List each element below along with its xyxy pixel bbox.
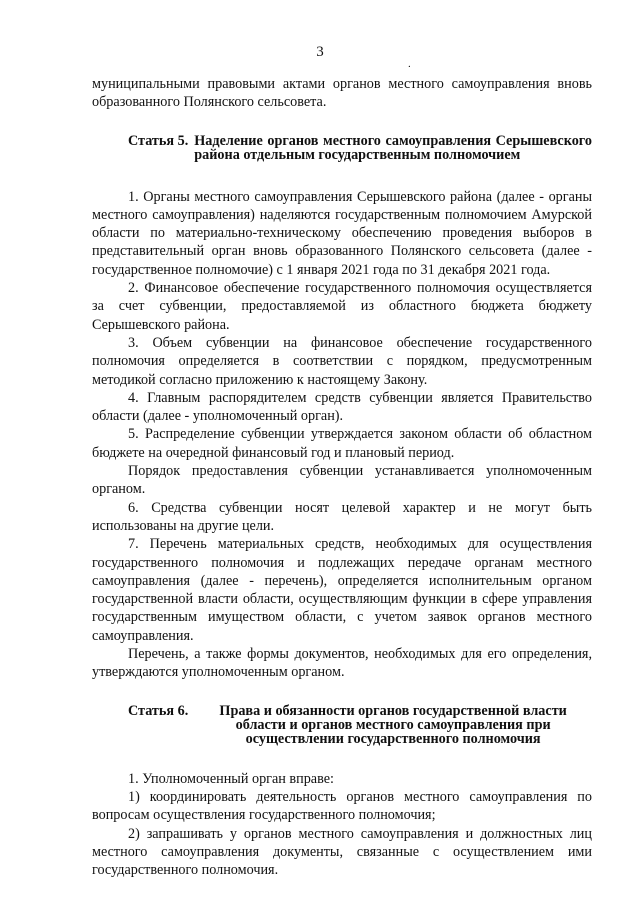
- article-5-paragraph-8: 7. Перечень материальных средств, необходимых для осуществления государственного полномочия и подлежащих передаче органам местного самоуправления (далее - перечень), определяется исполнительным органом государственной власти области, осуществляющим функции в сфере управления государственным имуществом области, с учетом заявок органов местного самоуправления.: [92, 536, 592, 644]
- article-5-heading: [128, 134, 592, 162]
- article-6-title: [194, 704, 592, 746]
- article-5-body: [92, 188, 592, 682]
- article-6-title-line-2: области и органов местного самоуправления при: [235, 716, 551, 733]
- article-5-paragraph-9: Перечень, а также формы документов, необходимых для его определения, утверждаются уполномоченным органом.: [92, 646, 592, 681]
- article-5-paragraph-3: 3. Объем субвенции на финансовое обеспечение государственного полномочия определяется в соответствии с порядком, предусмотренным методикой согласно приложению к настоящему Закону.: [92, 334, 592, 388]
- document-body: [92, 75, 592, 879]
- article-5-paragraph-2: 2. Финансовое обеспечение государственного полномочия осуществляется за счет субвенции, предоставляемой из областного бюджета бюджету Серышевского района.: [92, 280, 592, 333]
- article-6-title-line-1: Права и обязанности органов государственной власти: [219, 702, 567, 719]
- scan-mark: .: [408, 58, 411, 70]
- article-5-label: Статья 5.: [128, 132, 189, 149]
- article-6-title-line-3: осуществлении государственного полномочия: [245, 730, 541, 747]
- article-5-title: Наделение органов местного самоуправления Серышевского района отдельным государственным полномочием: [194, 132, 592, 163]
- page-number: 3: [316, 44, 324, 60]
- article-5-paragraph-4: 4. Главным распорядителем средств субвенции является Правительство области (далее - уполномоченный орган).: [92, 389, 592, 425]
- article-6-label: Статья 6.: [128, 702, 189, 719]
- article-6-paragraph-3: 2) запрашивать у органов местного самоуправления и должностных лиц местного самоуправления документы, связанные с осуществлением ими государственного полномочия.: [92, 825, 592, 879]
- article-5-paragraph-1: 1. Органы местного самоуправления Серышевского района (далее - органы местного самоуправления) наделяются государственным полномочием Амурской области по материально-техническому обеспечению проведения выборов в представительный орган вновь образованного Полянского сельсовета (далее - государственное полномочие) с 1 января 2021 года по 31 декабря 2021 года.: [92, 188, 592, 278]
- article-6-heading: [128, 704, 592, 746]
- article-5-paragraph-5: 5. Распределение субвенции утверждается законом области об областном бюджете на очередной финансовый год и плановый период.: [92, 426, 592, 461]
- article-5-paragraph-6: Порядок предоставления субвенции устанавливается уполномоченным органом.: [92, 463, 592, 498]
- intro-paragraph: муниципальными правовыми актами органов местного самоуправления вновь образованного Полянского сельсовета.: [92, 76, 592, 111]
- article-6-body: [92, 770, 592, 880]
- article-5-paragraph-7: 6. Средства субвенции носят целевой характер и не могут быть использованы на другие цели.: [92, 499, 592, 534]
- article-6-paragraph-1: 1. Уполномоченный орган вправе:: [128, 770, 334, 787]
- article-6-paragraph-2: 1) координировать деятельность органов местного самоуправления по вопросам осуществления государственного полномочия;: [92, 788, 592, 824]
